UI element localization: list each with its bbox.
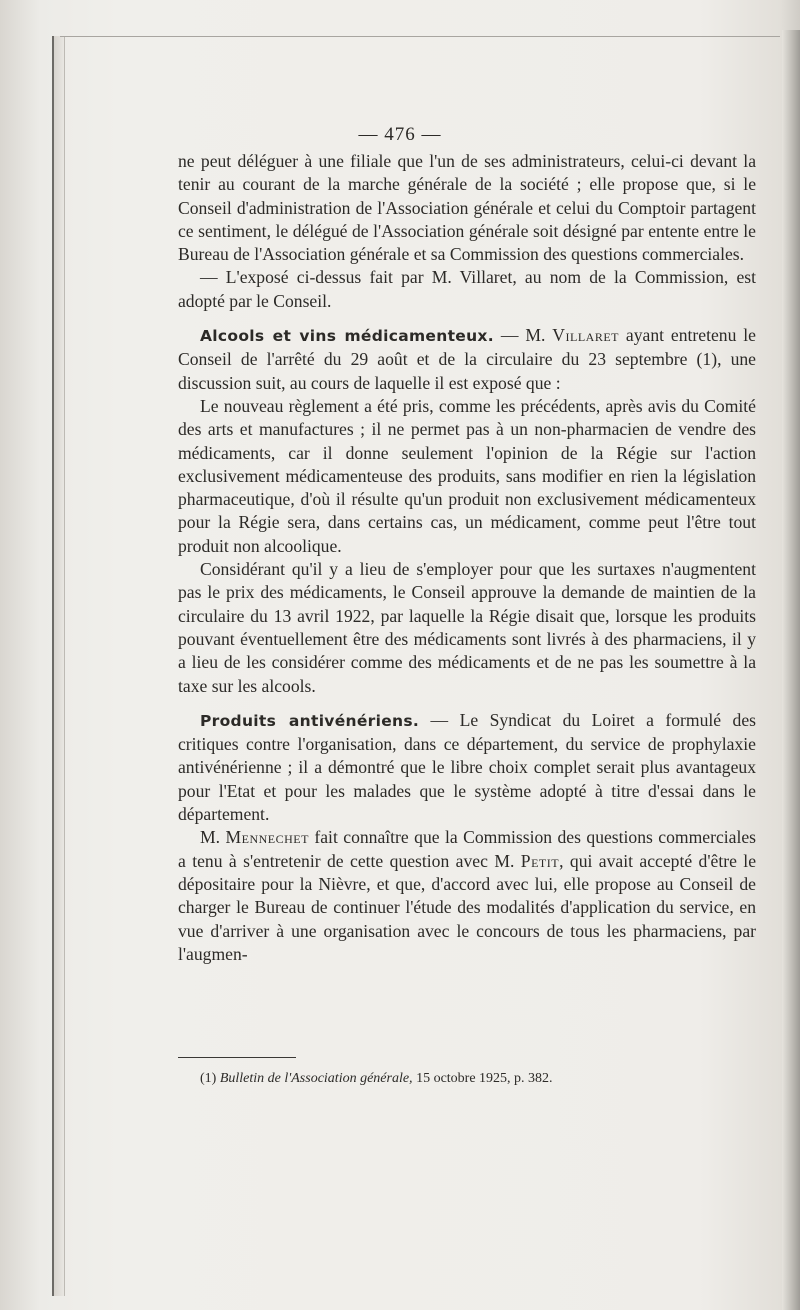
- section-alcools-lead: — M.: [493, 325, 553, 346]
- speaker-villaret: Villaret: [552, 325, 619, 346]
- section-alcools-text: ayant entretenu le Conseil de l'arrêté du 29 août et de la circulaire du 23 septembre (1), une discussion suit, au cours de laquelle il est exposé que :: [178, 325, 756, 393]
- mennechet-mid: fait connaître que la Commission des questions commerciales a tenu à s'entretenir de cette question avec M.: [178, 827, 756, 871]
- page-number: — 476 —: [358, 124, 442, 145]
- footnote-marker: (1): [200, 1071, 220, 1086]
- section-heading-antiveneriens: Produits antivénériens.: [200, 711, 420, 730]
- footnote-rule: [178, 1057, 296, 1058]
- paragraph-continuation: ne peut déléguer à une filiale que l'un de ses administrateurs, celui-ci devant la tenir au courant de la marche générale de la société ; elle propose que, si le Conseil d'administration de l'Association générale et celui du Comptoir partagent ce sentiment, le délégué de l'Association générale soit désigné par entente entre le Bureau de l'Association générale et sa Commission des questions commerciales.: [178, 151, 756, 265]
- footnote-details: 15 octobre 1925, p. 382.: [412, 1071, 553, 1086]
- speaker-petit: Petit: [520, 850, 560, 871]
- section-heading-alcools: Alcools et vins médicamenteux.: [200, 327, 494, 346]
- section-antiveneriens-intro: [178, 709, 756, 826]
- section-alcools-intro: [178, 324, 756, 395]
- section-antiveneriens-text: — Le Syndicat du Loiret a formulé des critiques contre l'organisation, dans ce département, du service de prophylaxie antivénérienne ; il a démontré que le libre choix complet serait plus avantageux pour l'Etat et pour les malades que le système adopté à titre d'essai dans le département.: [178, 709, 756, 825]
- paragraph-reglement: Le nouveau règlement a été pris, comme les précédents, après avis du Comité des arts et manufactures ; il ne permet pas à un non-pharmacien de vendre des médicaments, car il donne seulement l'opinion de la Régie sur l'action exclusivement médicamenteuse des produits, sans modifier en rien la législation pharmaceutique, d'où il résulte qu'un produit non exclusivement médicamenteux pour la Régie sera, dans certains cas, un médicament, comme peut l'être tout produit non alcoolique.: [178, 395, 756, 556]
- paragraph-considerant: Considérant qu'il y a lieu de s'employer pour que les surtaxes n'augmentent pas le prix des médicaments, le Conseil approuve la demande de maintien de la circulaire du 13 avril 1922, par laquelle la Régie disait que, lorsque les produits pouvant éventuellement être des médicaments sont livrés à des pharmaciens, il y a lieu de les considérer comme des médicaments et de ne pas les soumettre à la taxe sur les alcools.: [178, 559, 756, 696]
- mennechet-rest: , qui avait accepté d'être le dépositaire pour la Nièvre, et que, d'accord avec lui, elle propose au Conseil de charger le Bureau de continuer l'étude des modalités d'application du service, en vue d'arriver à une organisation avec le concours de tous les pharmaciens, par l'augmen-: [178, 850, 757, 964]
- paragraph-adoption: — L'exposé ci-dessus fait par M. Villaret, au nom de la Commission, est adopté par le Conseil.: [178, 267, 756, 311]
- page-top-edge: [60, 36, 780, 41]
- mennechet-lead: M.: [200, 827, 226, 848]
- page-right-shadow: [782, 30, 800, 1310]
- paragraph-mennechet: [178, 826, 756, 966]
- body-text: [178, 150, 756, 966]
- footnote: [200, 1070, 740, 1088]
- footnote-source: Bulletin de l'Association générale,: [219, 1071, 413, 1086]
- page-binding-edge: [52, 36, 65, 1296]
- speaker-mennechet: Mennechet: [225, 827, 309, 848]
